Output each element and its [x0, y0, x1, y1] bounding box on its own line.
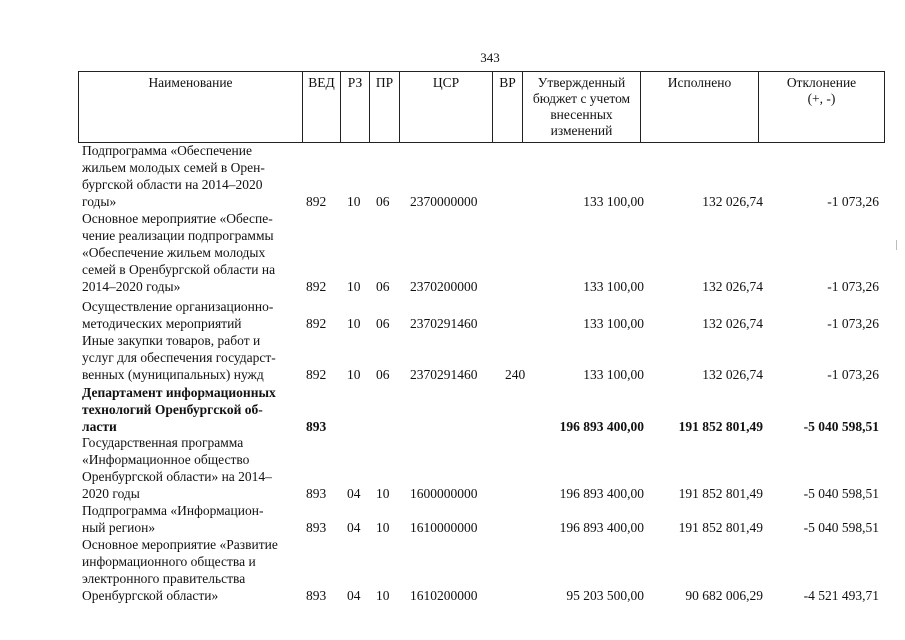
row-deviation: -5 040 598,51 [803, 520, 879, 535]
row-executed: 191 852 801,49 [678, 520, 763, 535]
row-deviation: -1 073,26 [827, 367, 879, 382]
row-name-line: Оренбургской области» [82, 588, 219, 603]
row-name-line: годы» [82, 194, 117, 209]
row-name-line: венных (муниципальных) нужд [82, 367, 264, 382]
row-executed: 191 852 801,49 [678, 486, 763, 501]
row-name-line: семей в Оренбургской области на [82, 262, 276, 277]
row-name-line: Государственная программа [82, 435, 244, 450]
row-ved: 892 [306, 316, 327, 331]
row-name-line: 2014–2020 годы» [82, 279, 181, 294]
row-executed: 191 852 801,49 [678, 419, 763, 434]
row-name-line: «Обеспечение жильем молодых [82, 245, 266, 260]
header-csr: ЦСР [400, 72, 493, 143]
row-name-line: Подпрограмма «Информацион- [82, 503, 264, 518]
row-ved: 893 [306, 486, 327, 501]
row-deviation: -5 040 598,51 [803, 419, 879, 434]
row-rz: 10 [347, 316, 361, 331]
row-rz: 10 [347, 279, 361, 294]
row-name-line: бургской области на 2014–2020 [82, 177, 263, 192]
row-name-line: Основное мероприятие «Развитие [82, 537, 278, 552]
row-rz: 04 [347, 520, 361, 535]
header-vr: ВР [493, 72, 523, 143]
row-name-line: информационного общества и [82, 554, 256, 569]
row-executed: 132 026,74 [702, 194, 763, 209]
row-pr: 10 [376, 520, 390, 535]
row-rz: 04 [347, 588, 361, 603]
row-csr: 2370291460 [410, 316, 478, 331]
row-pr: 06 [376, 367, 390, 382]
row-deviation: -1 073,26 [827, 316, 879, 331]
row-ved: 892 [306, 279, 327, 294]
row-name-line: 2020 годы [82, 486, 140, 501]
row-csr: 2370291460 [410, 367, 478, 382]
row-deviation: -5 040 598,51 [803, 486, 879, 501]
row-ved: 893 [306, 588, 327, 603]
row-rz: 10 [347, 194, 361, 209]
row-ved: 893 [306, 520, 327, 535]
row-budget: 133 100,00 [583, 367, 644, 382]
row-deviation: -4 521 493,71 [803, 588, 879, 603]
row-budget: 196 893 400,00 [559, 486, 644, 501]
row-name-line: Основное мероприятие «Обеспе- [82, 211, 273, 226]
row-name-line: Оренбургской области» на 2014– [82, 469, 272, 484]
row-executed: 132 026,74 [702, 279, 763, 294]
row-executed: 90 682 006,29 [685, 588, 763, 603]
row-csr: 1600000000 [410, 486, 478, 501]
header-deviation: Отклонение (+, -) [759, 72, 885, 143]
header-rz: РЗ [341, 72, 370, 143]
row-ved: 892 [306, 367, 327, 382]
row-pr: 06 [376, 316, 390, 331]
row-budget: 196 893 400,00 [559, 520, 644, 535]
header-pr: ПР [370, 72, 400, 143]
header-executed: Исполнено [641, 72, 759, 143]
row-budget: 133 100,00 [583, 279, 644, 294]
row-budget: 196 893 400,00 [559, 419, 644, 434]
row-csr: 2370000000 [410, 194, 478, 209]
row-name-line: Департамент информационных [82, 385, 276, 400]
row-name-line: методических мероприятий [82, 316, 242, 331]
row-ved: 892 [306, 194, 327, 209]
row-csr: 1610200000 [410, 588, 478, 603]
row-name-line: Иные закупки товаров, работ и [82, 333, 261, 348]
row-name-line: услуг для обеспечения государст- [82, 350, 276, 365]
row-name-line: «Информационное общество [82, 452, 250, 467]
header-ved: ВЕД [303, 72, 341, 143]
row-csr: 1610000000 [410, 520, 478, 535]
row-name-line: ласти [82, 419, 117, 434]
row-ved: 893 [306, 419, 327, 434]
header-name: Наименование [79, 72, 303, 143]
row-budget: 133 100,00 [583, 194, 644, 209]
row-executed: 132 026,74 [702, 316, 763, 331]
page-number: 343 [480, 50, 500, 65]
row-name-line: жильем молодых семей в Орен- [82, 160, 265, 175]
row-budget: 133 100,00 [583, 316, 644, 331]
row-rz: 10 [347, 367, 361, 382]
row-vr: 240 [505, 367, 526, 382]
row-executed: 132 026,74 [702, 367, 763, 382]
row-pr: 10 [376, 588, 390, 603]
row-pr: 06 [376, 194, 390, 209]
header-budget: Утвержденный бюджет с учетом внесенных изменений [523, 72, 641, 143]
row-name-line: технологий Оренбургской об- [82, 402, 263, 417]
row-pr: 10 [376, 486, 390, 501]
row-csr: 2370200000 [410, 279, 478, 294]
row-pr: 06 [376, 279, 390, 294]
scan-artifact [896, 240, 897, 250]
row-name-line: чение реализации подпрограммы [82, 228, 274, 243]
row-deviation: -1 073,26 [827, 279, 879, 294]
row-budget: 95 203 500,00 [566, 588, 644, 603]
row-rz: 04 [347, 486, 361, 501]
row-name-line: ный регион» [82, 520, 156, 535]
row-name-line: Осуществление организационно- [82, 299, 274, 314]
row-name-line: электронного правительства [82, 571, 246, 586]
row-deviation: -1 073,26 [827, 194, 879, 209]
row-name-line: Подпрограмма «Обеспечение [82, 143, 252, 158]
